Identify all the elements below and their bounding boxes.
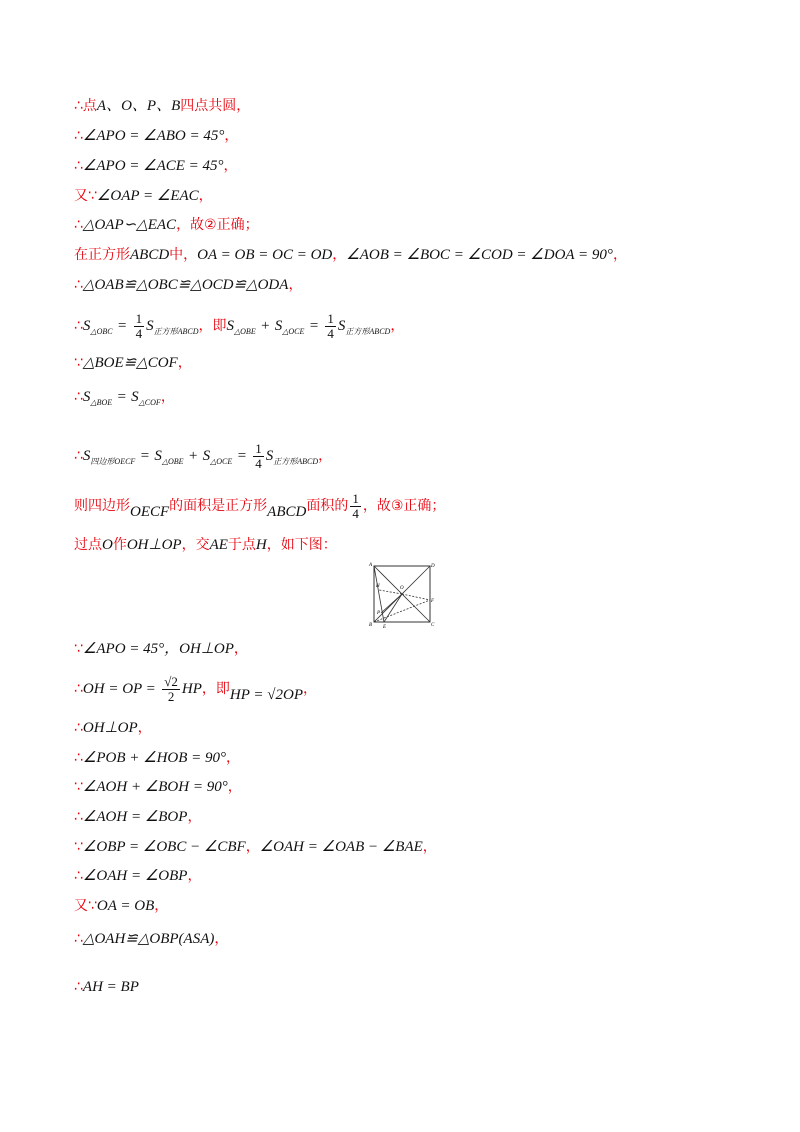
- fraction-one-quarter: $\frac{1}{4}$: [352, 490, 359, 521]
- label-h: H: [376, 584, 380, 589]
- text-line-16: ∴OH⊥OP，: [74, 720, 152, 736]
- text-line-14: ∵∠APO = 45°，OH⊥OP，: [74, 641, 248, 657]
- text-line-6: 在正方形ABCD中，OA = OB = OC = OD，∠AOB = ∠BOC = ∠COD = ∠DOA = 90°，: [74, 247, 627, 263]
- text-line-1: ∴点A、O、P、B四点共圆，: [74, 98, 251, 114]
- text-line-3: ∴∠APO = ∠ACE = 45°，: [74, 158, 238, 174]
- label-f: F: [431, 599, 435, 604]
- fraction-one-quarter: $\frac{1}{4}$: [255, 440, 262, 471]
- text-line-21: ∴∠OAH = ∠OBP，: [74, 868, 202, 884]
- text-line-17: ∴∠POB + ∠HOB = 90°，: [74, 750, 241, 766]
- text-line-20: ∵∠OBP = ∠OBC − ∠CBF，∠OAH = ∠OAB − ∠BAE，: [74, 839, 437, 855]
- figure-svg: [368, 560, 436, 628]
- square-geometry-figure: [368, 560, 436, 628]
- label-e: E: [383, 625, 387, 628]
- text-line-19: ∴∠AOH = ∠BOP，: [74, 809, 202, 825]
- text-line-15: ∴OH = OP = $\frac{√2}{2}$ HP，即HP = √2OP，: [74, 673, 317, 704]
- text-line-13: 过点O作OH⊥OP，交AE于点H，如下图：: [74, 537, 337, 553]
- text-line-2: ∴∠APO = ∠ABO = 45°，: [74, 128, 239, 144]
- segment-of: [402, 594, 430, 600]
- label-p: P: [377, 611, 381, 616]
- text-line-12: 则四边形OECF的面积是正方形ABCD面积的 $\frac{1}{4}$ ，故③正确；: [74, 490, 446, 521]
- label-c: C: [431, 623, 435, 628]
- label-a: A: [369, 563, 373, 568]
- text-line-10: $\therefore S_{\triangle BOE} = S_{\triangle COF}$，: [74, 389, 175, 407]
- text-line-24: ∴AH = BP: [74, 979, 139, 995]
- label-o: O: [400, 586, 404, 591]
- text-line-9: ∵△BOE≌△COF，: [74, 355, 192, 371]
- label-b: B: [369, 623, 373, 628]
- label-d: D: [431, 564, 435, 569]
- fraction-one-quarter: $\frac{1}{4}$: [327, 310, 334, 341]
- text-line-8: $\therefore S_{\triangle OBC}$ = $\frac{1}{4}$ $S_{正方形ABCD}$，即$S_{\triangle OBE} + S_{\triangle OCE}$ = $\frac{1}{4}$ $S_{正方形ABCD}$，: [74, 310, 405, 341]
- text-line-4: 又∵∠OAP = ∠EAC，: [74, 188, 213, 204]
- text-line-5: ∴△OAP∽△EAC，故②正确；: [74, 217, 259, 233]
- text-line-23: ∴△OAH≌△OBP(ASA)，: [74, 931, 229, 947]
- fraction-sqrt2-over-2: $\frac{√2}{2}$: [164, 673, 178, 704]
- text-line-22: 又∵OA = OB，: [74, 898, 169, 914]
- fraction-one-quarter: $\frac{1}{4}$: [135, 310, 143, 341]
- text-line-18: ∵∠AOH + ∠BOH = 90°，: [74, 779, 242, 795]
- text-line-7: ∴△OAB≌△OBC≌△OCD≌△ODA，: [74, 277, 303, 293]
- text-line-11: $\therefore S_{四边形OECF} = S_{\triangle OBE} + S_{\triangle OCE}$ = $\frac{1}{4}$ $S_{正方形ABCD}$，: [74, 440, 333, 471]
